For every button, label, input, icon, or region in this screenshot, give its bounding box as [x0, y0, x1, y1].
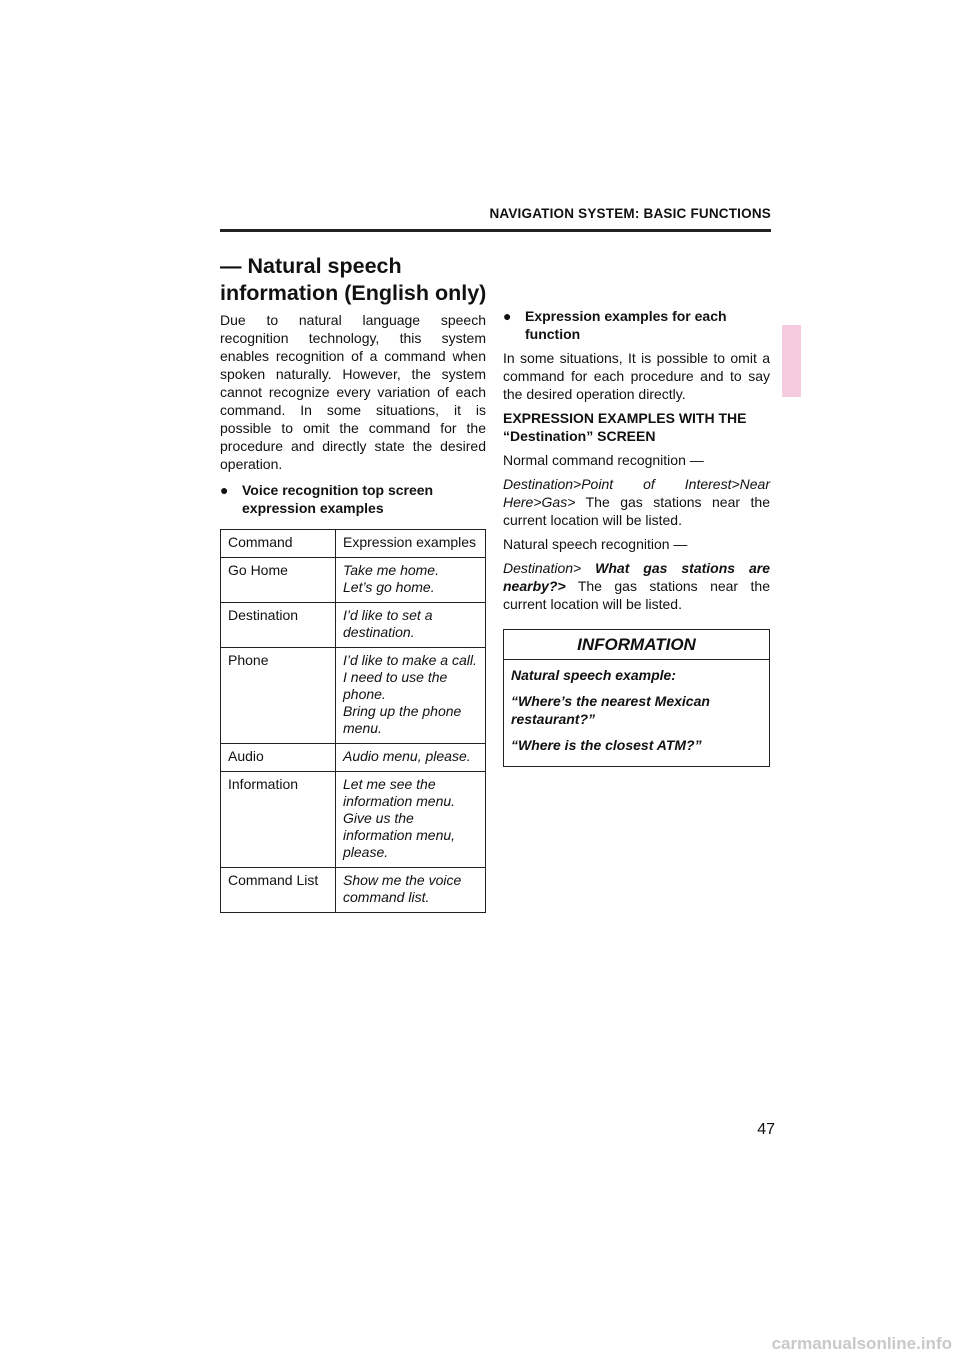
header-rule	[220, 229, 771, 232]
table-cell-expressions	[336, 868, 486, 913]
information-line: Natural speech example:	[511, 667, 676, 683]
natural-command-path: Destination>	[503, 560, 582, 576]
expression-line: Let me see the information menu.	[343, 776, 456, 809]
bullet-heading-each-function	[503, 307, 770, 343]
table-cell-command: Information	[221, 772, 336, 868]
expression-line: Bring up the phone menu.	[343, 703, 462, 736]
right-column	[503, 307, 770, 767]
table-header-expressions: Expression examples	[336, 530, 486, 558]
section-title-line-2: information (English only)	[220, 281, 487, 305]
table-cell-expressions	[336, 558, 486, 603]
information-body	[504, 660, 769, 766]
normal-command-result: The gas stations near the current location will be listed.	[503, 494, 770, 528]
expression-line: I need to use the phone.	[343, 669, 448, 702]
left-column	[220, 311, 486, 913]
table-cell-command: Audio	[221, 744, 336, 772]
expression-line: Show me the voice command list.	[343, 872, 462, 905]
bullet-icon: ●	[220, 482, 229, 498]
table-header-command: Command	[221, 530, 336, 558]
normal-recognition-example	[503, 475, 770, 529]
table-cell-command: Go Home	[221, 558, 336, 603]
expression-line: Let’s go home.	[343, 579, 435, 595]
destination-subheading: EXPRESSION EXAMPLES WITH THE “Destination” SCREEN	[503, 410, 747, 444]
natural-command-phrase: What gas stations are nearby?>	[503, 560, 770, 594]
expression-examples-table	[220, 529, 486, 913]
table-cell-expressions	[336, 603, 486, 648]
table-cell-expressions	[336, 772, 486, 868]
normal-recognition-label: Normal command recognition —	[503, 452, 704, 468]
bullet-heading-text: Voice recognition top screen expression examples	[242, 482, 434, 516]
expression-line: I’d like to set a destination.	[343, 607, 433, 640]
information-title: INFORMATION	[504, 630, 769, 660]
intro-paragraph: Due to natural language speech recognition technology, this system enables recognition of a command when spoken naturally. However, the system cannot recognize every variation of each command. In some situations, it is possible to omit the command for the procedure and directly state the desired operation.	[220, 312, 486, 472]
natural-recognition-label: Natural speech recognition —	[503, 536, 688, 552]
table-cell-command: Phone	[221, 648, 336, 744]
table-cell-expressions	[336, 648, 486, 744]
table-row	[221, 558, 486, 603]
table-row	[221, 603, 486, 648]
expression-line: Give us the information menu, please.	[343, 810, 456, 860]
information-line: “Where is the closest ATM?”	[511, 737, 702, 753]
information-line: “Where’s the nearest Mexican restaurant?”	[511, 693, 710, 727]
natural-command-result: The gas stations near the current location will be listed.	[503, 578, 770, 612]
bullet-icon: ●	[503, 308, 512, 324]
table-cell-command: Destination	[221, 603, 336, 648]
table-row	[221, 868, 486, 913]
table-row	[221, 648, 486, 744]
section-title	[220, 253, 490, 307]
expression-line: Audio menu, please.	[343, 748, 471, 764]
table-cell-command: Command List	[221, 868, 336, 913]
expression-line: I’d like to make a call.	[343, 652, 477, 668]
running-header: NAVIGATION SYSTEM: BASIC FUNCTIONS	[489, 206, 771, 221]
expression-line: Take me home.	[343, 562, 439, 578]
watermark: carmanualsonline.info	[771, 1334, 952, 1353]
table-row	[221, 744, 486, 772]
bullet-heading-top-screen	[220, 481, 486, 517]
bullet-heading-text: Expression examples for each function	[525, 308, 727, 342]
section-title-line-1: — Natural speech	[220, 254, 402, 278]
natural-recognition-example	[503, 559, 770, 613]
section-side-tab	[782, 325, 801, 397]
normal-command-path: Destination>Point of Interest>Near Here>Gas>	[503, 476, 770, 510]
table-header-row	[221, 530, 486, 558]
omit-command-paragraph: In some situations, It is possible to omit a command for each procedure and to say the desired operation directly.	[503, 350, 770, 402]
table-row	[221, 772, 486, 868]
table-cell-expressions	[336, 744, 486, 772]
page-number: 47	[757, 1121, 775, 1138]
information-box	[503, 629, 770, 767]
